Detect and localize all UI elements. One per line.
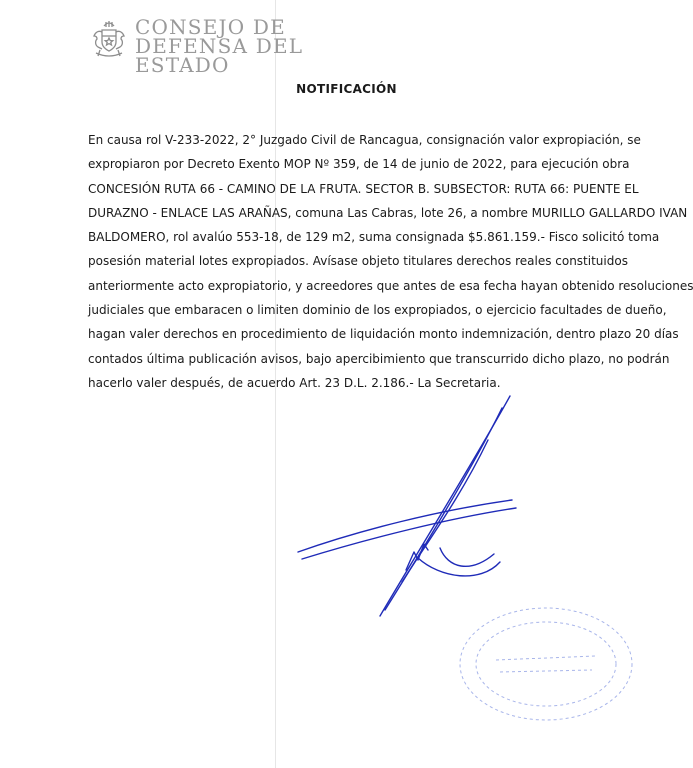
body-line: hagan valer derechos en procedimiento de liquidación monto indemnización, dentro plazo 20 días	[88, 327, 679, 342]
organization-name: CONSEJO DE DEFENSA DEL ESTADO	[135, 15, 304, 77]
body-line: En causa rol V-233-2022, 2° Juzgado Civil de Rancagua, consignación valor expropiación, se	[88, 133, 641, 147]
notice-body	[88, 128, 693, 395]
body-line: judiciales que embaracen o limiten dominio de los expropiados, o ejercicio facultades de dueño,	[88, 303, 667, 318]
body-line: CONCESIÓN RUTA 66 - CAMINO DE LA FRUTA. SECTOR B. SUBSECTOR: RUTA 66: PUENTE EL	[88, 181, 639, 196]
body-line: posesión material lotes expropiados. Avísase objeto titulares derechos reales constituidos	[88, 254, 628, 269]
chilean-coat-of-arms-icon	[88, 18, 130, 60]
body-line: contados última publicación avisos, bajo apercibimiento que transcurrido dicho plazo, no podrán	[88, 351, 670, 366]
body-line: BALDOMERO, rol avalúo 553-18, de 129 m2, suma consignada $5.861.159.- Fisco solicitó toma	[88, 230, 660, 245]
letterhead	[88, 15, 304, 78]
document-title: NOTIFICACIÓN	[296, 82, 397, 96]
body-line: anteriormente acto expropiatorio, y acreedores que antes de esa fecha hayan obtenido resoluciones	[88, 278, 693, 293]
body-line: hacerlo valer después, de acuerdo Art. 23 D.L. 2.186.- La Secretaria.	[88, 375, 501, 390]
handwritten-signature-icon	[290, 388, 530, 628]
body-line: DURAZNO - ENLACE LAS ARAÑAS, comuna Las Cabras, lote 26, a nombre MURILLO GALLARDO IVAN	[88, 205, 688, 220]
body-line: expropiaron por Decreto Exento MOP Nº 359, de 14 de junio de 2022, para ejecución obra	[88, 157, 630, 172]
faded-oval-stamp-icon	[448, 600, 638, 728]
